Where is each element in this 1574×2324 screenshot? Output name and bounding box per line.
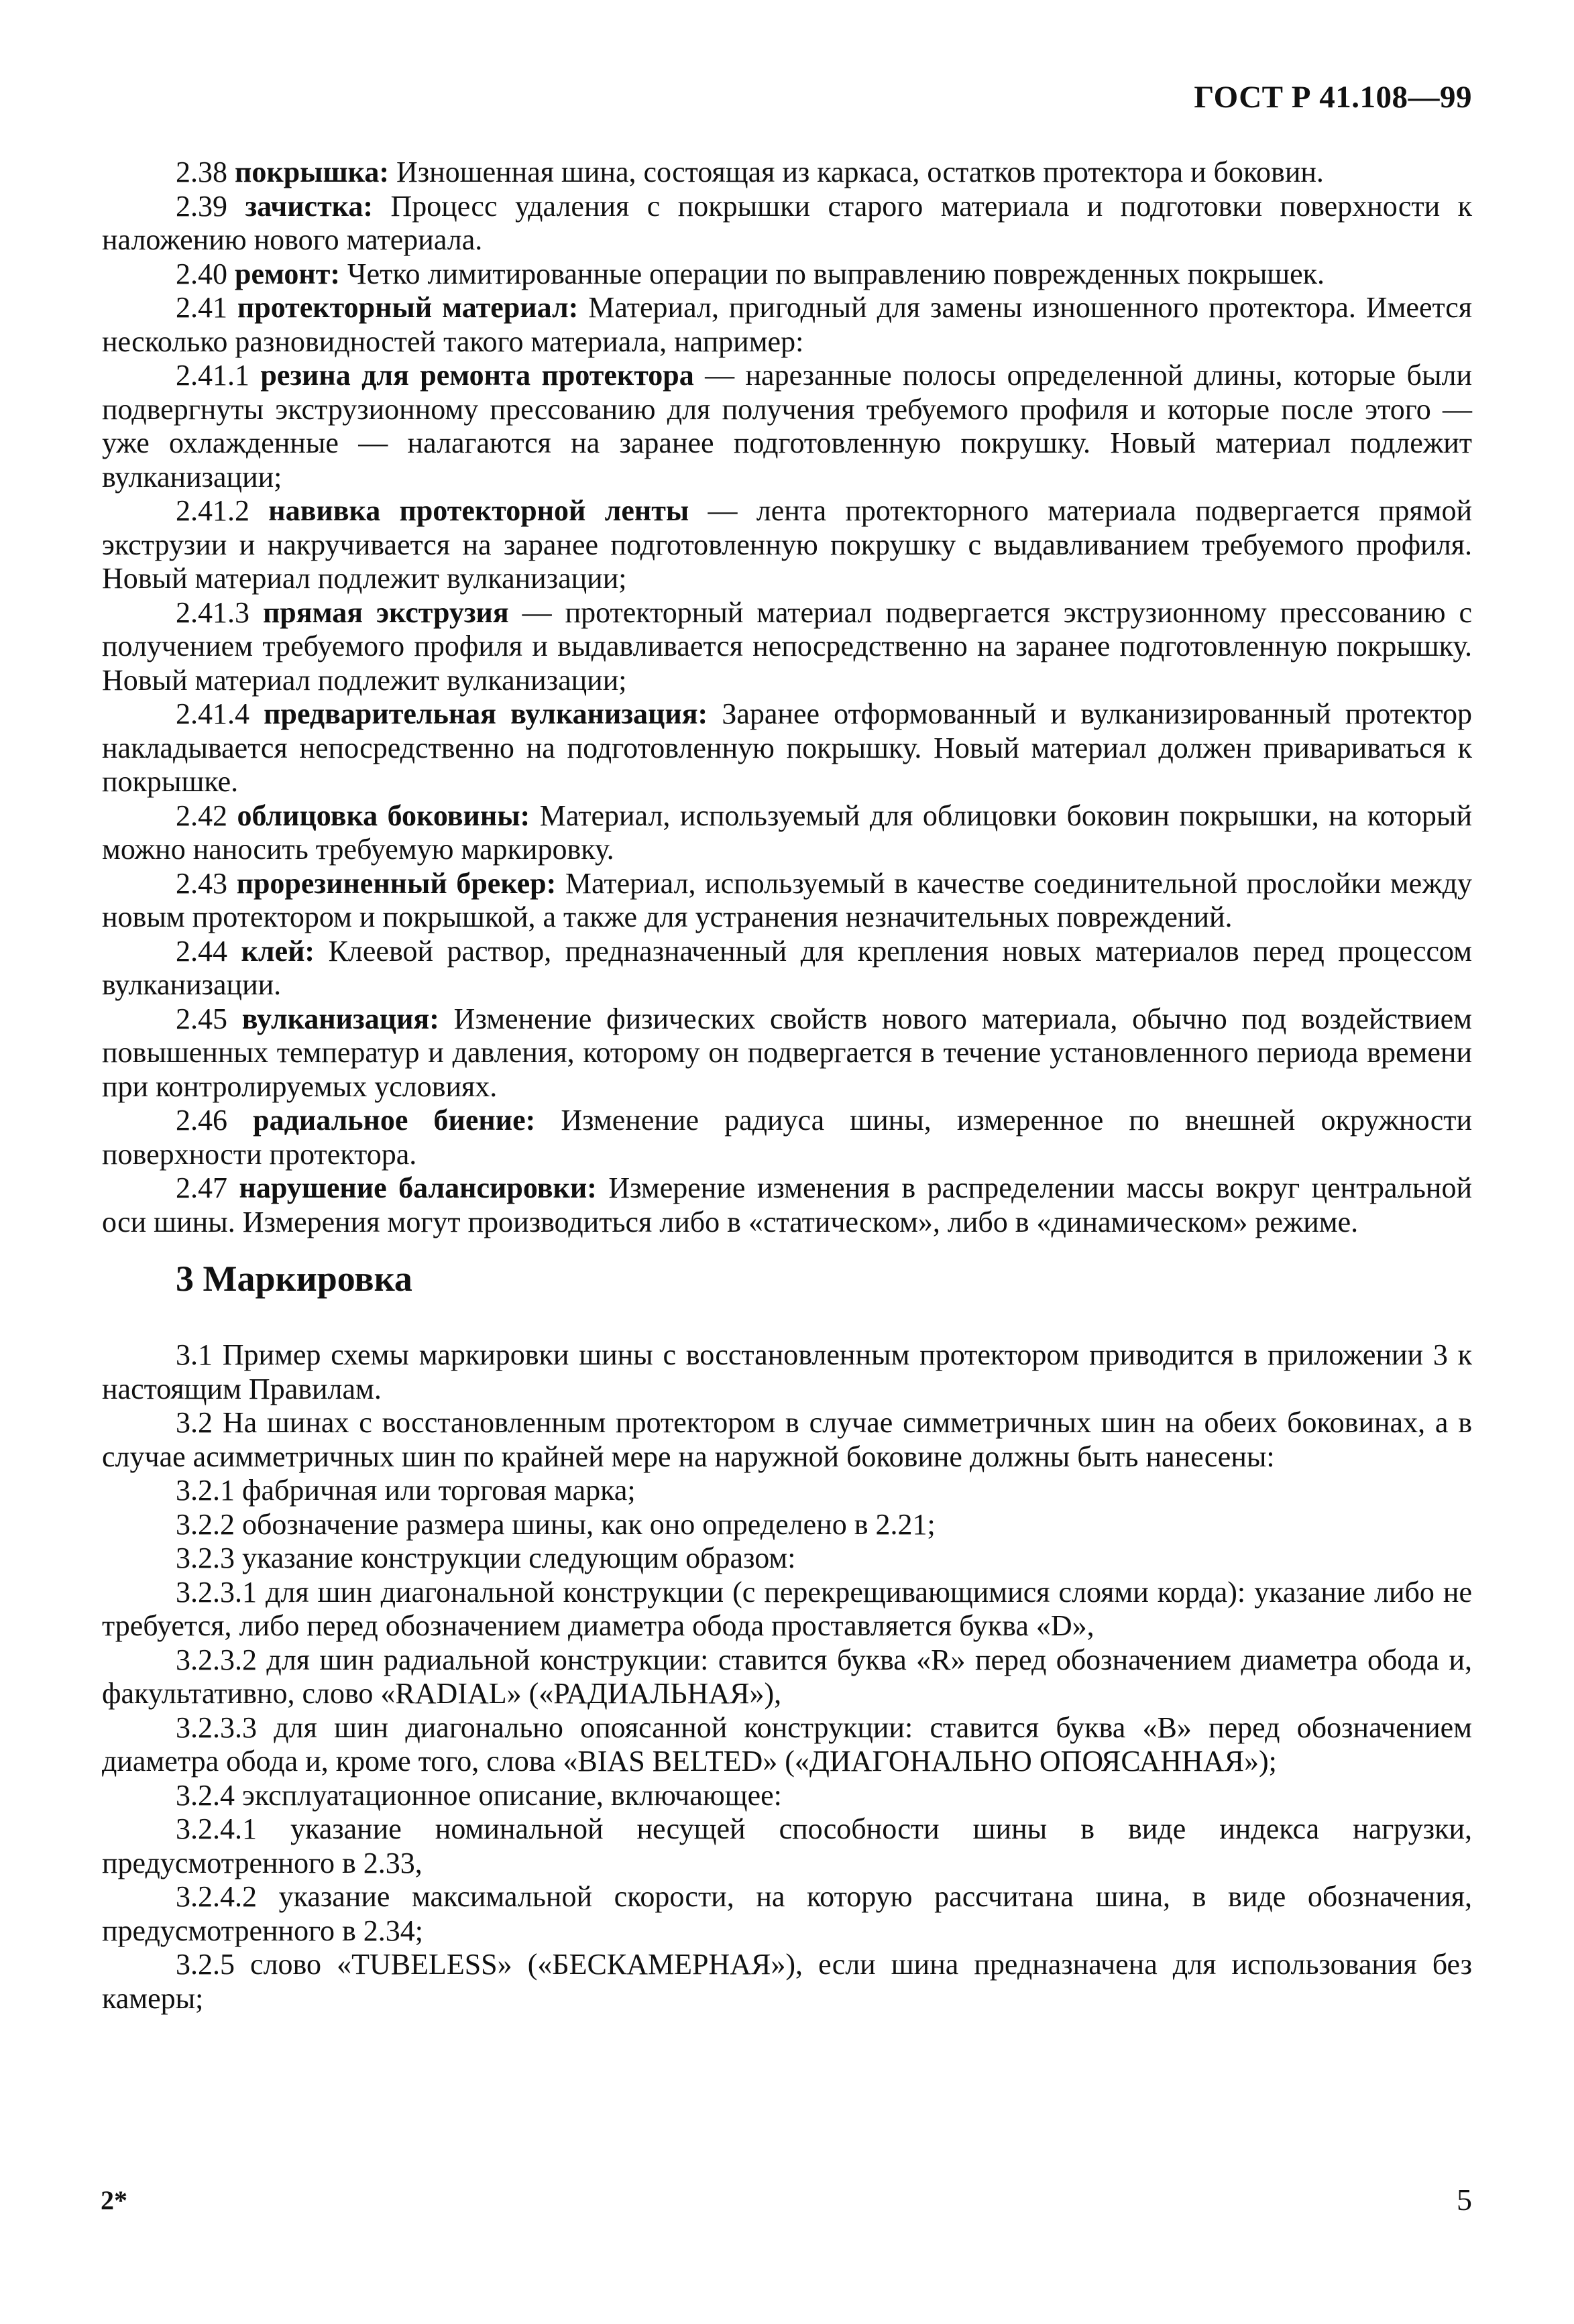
clause-number: 2.41.4 <box>176 697 249 730</box>
term: радиальное биение: <box>253 1104 536 1137</box>
term: прорезиненный брекер: <box>236 866 557 900</box>
definition-text: Изношенная шина, состоящая из каркаса, остатков протектора и боковин. <box>396 156 1324 188</box>
definition-paragraph <box>102 1104 1472 1171</box>
definition-text: Изменение физических свойств нового материала, обычно под воздействием повышенных температур и давления, которому он подвергается в течение установленного периода времени при контролируемых условиях. <box>102 1002 1472 1103</box>
clause-number: 2.46 <box>176 1104 227 1137</box>
document-code-header: ГОСТ Р 41.108—99 <box>1194 80 1472 115</box>
clause-number: 2.47 <box>176 1171 227 1204</box>
clause-number: 2.45 <box>176 1002 227 1035</box>
definition-paragraph <box>102 359 1472 494</box>
clause-number: 2.41.3 <box>176 595 249 629</box>
definition-paragraph <box>102 799 1472 867</box>
clause-paragraph: 3.2.5 слово «TUBELESS» («БЕСКАМЕРНАЯ»), если шина предназначена для использования без камеры; <box>102 1948 1472 2015</box>
clause-paragraph: 3.2.4.1 указание номинальной несущей способности шины в виде индекса нагрузки, предусмотренного в 2.33, <box>102 1812 1472 1879</box>
definition-text: Процесс удаления с покрышки старого материала и подготовки поверхности к наложению нового материала. <box>102 189 1472 256</box>
term: зачистка: <box>245 189 374 223</box>
definition-text: — протекторный материал подвергается экструзионному прессованию с получением требуемого профиля и выдавливается непосредственно на заранее подготовленную покрышку. Новый материал подлежит вулканизации; <box>102 595 1472 697</box>
clause-number: 2.38 <box>176 156 227 188</box>
term: нарушение балансировки: <box>239 1171 597 1204</box>
definition-text: Материал, используемый в качестве соединительной прослойки между новым протектором и покрышкой, а также для устранения незначительных повреждений. <box>102 866 1473 933</box>
clause-paragraph: 3.1 Пример схемы маркировки шины с восстановленным протектором приводится в приложении 3 к настоящим Правилам. <box>102 1338 1472 1405</box>
definition-paragraph <box>102 1171 1472 1239</box>
clause-paragraph: 3.2.3.1 для шин диагональной конструкции (с перекрещивающимися слоями корда): указание либо не требуется, либо перед обозначением диаметра обода проставляется буква «D», <box>102 1575 1472 1642</box>
clause-paragraph: 3.2.3.2 для шин радиальной конструкции: ставится буква «R» перед обозначением диаметра обода и, факультативно, слово «RADIAL» («РАДИАЛЬНАЯ»), <box>102 1643 1472 1710</box>
clause-paragraph: 3.2.2 обозначение размера шины, как оно определено в 2.21; <box>176 1507 936 1541</box>
term: вулканизация: <box>241 1002 439 1035</box>
definition-paragraph <box>102 257 1472 292</box>
clause-paragraph: 3.2.4 эксплуатационное описание, включающее: <box>176 1778 782 1812</box>
definition-text: Материал, используемый для облицовки боковин покрышки, на который можно наносить требуемую маркировку. <box>102 799 1473 866</box>
definition-paragraph <box>102 697 1472 799</box>
term: протекторный материал: <box>237 291 579 324</box>
term: клей: <box>241 934 315 968</box>
definition-paragraph <box>102 494 1472 596</box>
definition-paragraph <box>102 596 1472 698</box>
definition-text: Четко лимитированные операции по выправлению поврежденных покрышек. <box>347 257 1325 290</box>
definition-paragraph <box>102 1002 1472 1104</box>
definition-text: Изменение радиуса шины, измеренное по внешней окружности поверхности протектора. <box>102 1104 1473 1171</box>
clause-paragraph: 3.2.3.3 для шин диагонально опоясанной конструкции: ставится буква «B» перед обозначением диаметра обода и, кроме того, слова «BIAS BELTED» («ДИАГОНАЛЬНО ОПОЯСАННАЯ»); <box>102 1710 1472 1778</box>
term: резина для ремонта протектора <box>260 359 694 392</box>
term: навивка протекторной ленты <box>268 494 689 527</box>
clause-number: 2.39 <box>176 189 227 223</box>
term: облицовка боковины: <box>237 799 530 832</box>
definition-text: Измерение изменения в распределении массы вокруг центральной оси шины. Измерения могут производиться либо в «статическом», либо в «динамическом» режиме. <box>102 1171 1473 1238</box>
term: ремонт: <box>235 257 341 290</box>
clause-number: 2.40 <box>176 257 227 290</box>
clause-number: 2.41.1 <box>176 359 249 392</box>
clause-number: 2.42 <box>176 799 227 832</box>
document-body <box>102 156 1472 2016</box>
clause-number: 2.41.2 <box>176 494 249 527</box>
section-heading-marking: 3 Маркировка <box>176 1259 412 1299</box>
definition-paragraph <box>102 156 1472 190</box>
definition-text: — нарезанные полосы определенной длины, которые были подвергнуты экструзионному прессованию для получения требуемого профиля и которые после этого — уже охлажденные — налагаются на заранее подготовленную покрушку. Новый материал подлежит вулканизации; <box>102 359 1473 493</box>
definition-paragraph <box>102 190 1472 257</box>
definition-paragraph <box>102 867 1472 935</box>
definition-text: — лента протекторного материала подвергается прямой экструзии и накручивается на заранее подготовленную покрушку с выдавливанием требуемого профиля. Новый материал подлежит вулканизации; <box>102 494 1473 595</box>
term: покрышка: <box>235 156 390 188</box>
sheet-mark: 2* <box>101 2185 127 2215</box>
definition-text: Материал, пригодный для замены изношенного протектора. Имеется несколько разновидностей такого материала, например: <box>102 291 1473 358</box>
clause-paragraph: 3.2.4.2 указание максимальной скорости, на которую рассчитана шина, в виде обозначения, предусмотренного в 2.34; <box>102 1880 1472 1947</box>
clause-number: 2.43 <box>176 866 227 900</box>
definition-text: Клеевой раствор, предназначенный для крепления новых материалов перед процессом вулканизации. <box>102 934 1473 1001</box>
definition-text: Заранее отформованный и вулканизированный протектор накладывается непосредственно на подготовленную покрышку. Новый материал должен привариваться к покрышке. <box>102 697 1472 798</box>
term: предварительная вулканизация: <box>264 697 708 730</box>
clause-number: 2.44 <box>176 934 227 968</box>
term: прямая экструзия <box>262 595 509 629</box>
clause-paragraph: 3.2 На шинах с восстановленным протектором в случае симметричных шин на обеих боковинах, а в случае асимметричных шин по крайней мере на наружной боковине должны быть нанесены: <box>102 1406 1472 1473</box>
clause-number: 2.41 <box>176 291 227 324</box>
clause-paragraph: 3.2.3 указание конструкции следующим образом: <box>176 1542 796 1574</box>
definition-paragraph <box>102 291 1472 359</box>
definition-paragraph <box>102 935 1472 1002</box>
page-number: 5 <box>1457 2183 1472 2217</box>
clause-paragraph: 3.2.1 фабричная или торговая марка; <box>176 1474 636 1507</box>
